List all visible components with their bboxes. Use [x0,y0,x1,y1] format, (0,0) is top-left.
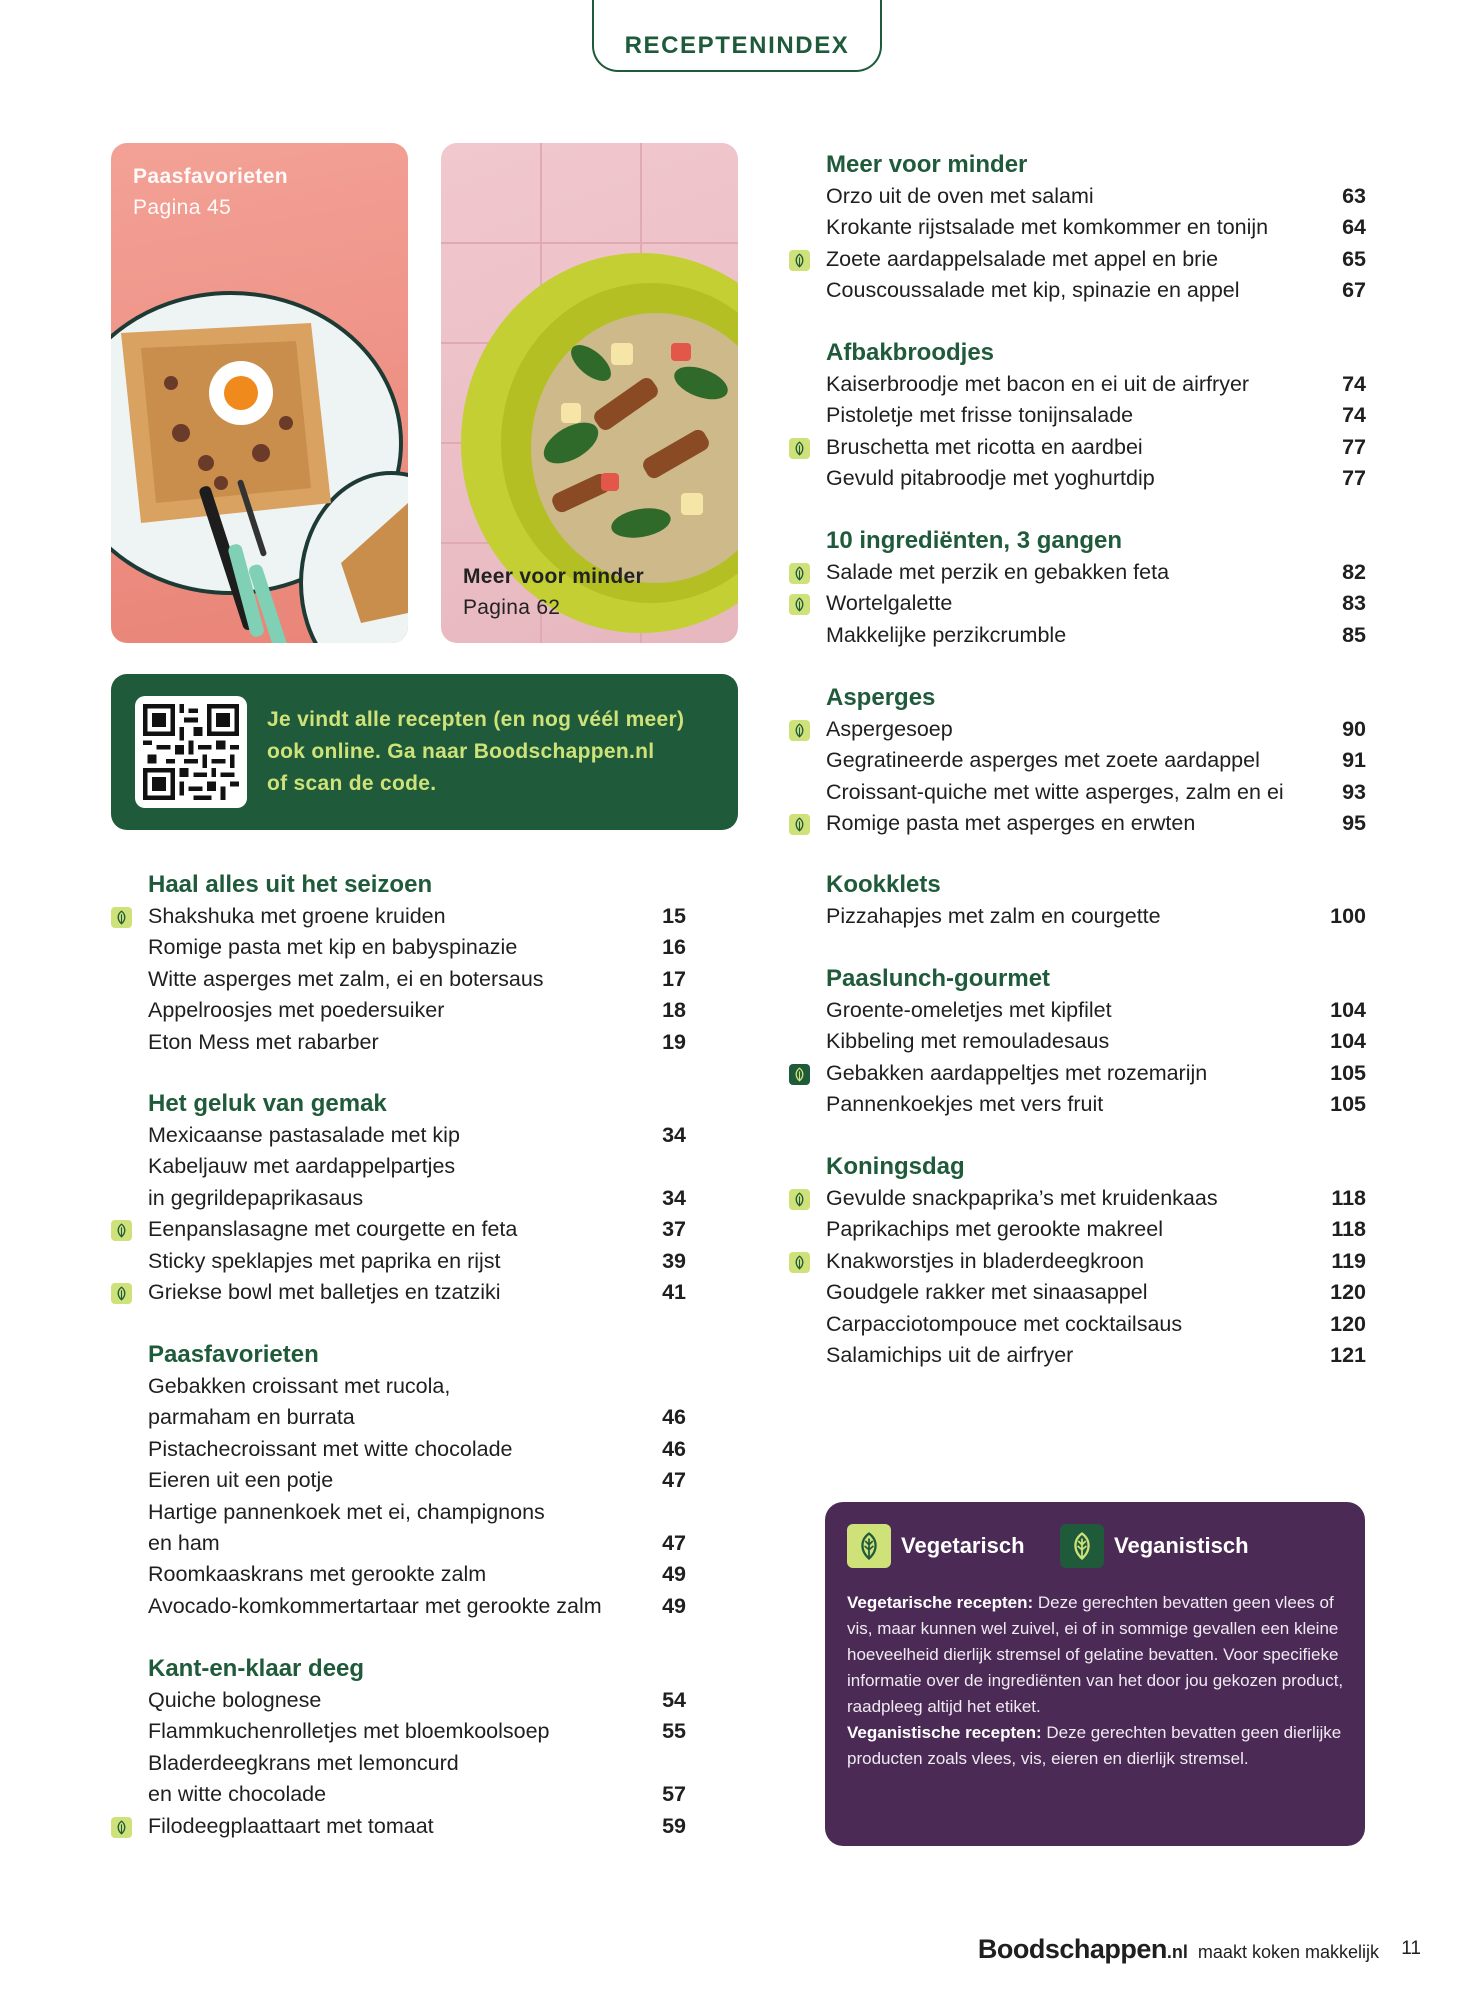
recipe-list [826,369,1366,495]
recipe-name: Kaiserbroodje met bacon en ei uit de airfryer [826,372,1250,396]
vegetarian-leaf-icon [789,594,810,615]
recipe-name: Appelroosjes met poedersuiker [148,998,445,1023]
recipe-row [148,1120,686,1151]
recipe-row [826,275,1366,306]
recipe-row [148,1402,686,1433]
section-kookklets [826,869,1366,932]
recipe-page: 46 [662,1405,686,1430]
recipe-page: 95 [1342,811,1366,836]
diet-legend [825,1502,1365,1846]
section-paasfavorieten [148,1339,686,1622]
recipe-name: Romige pasta met kip en babyspinazie [148,935,518,960]
vegan-definition-text: Deze gerechten bevatten geen dierlijke producten zoals vlees, vis, eieren en dierlijk stremsel. [847,1723,1342,1768]
recipe-row [826,212,1366,243]
recipe-list [148,1120,686,1308]
recipe-page: 104 [1330,1029,1366,1054]
recipe-name: Quiche bolognese [148,1688,322,1712]
recipe-name: Pistoletje met frisse tonijnsalade [826,403,1134,428]
recipe-row [826,1309,1366,1340]
recipe-row [148,1716,686,1747]
recipe-row [148,1528,686,1559]
recipe-row [148,1246,686,1277]
recipe-name: Gevuld pitabroodje met yoghurtdip [826,466,1155,491]
recipe-row [826,463,1366,494]
index-header-tab [592,0,882,72]
recipe-name: Griekse bowl met balletjes en tzatziki [148,1279,501,1304]
recipe-row [148,1277,686,1308]
recipe-page: 54 [662,1688,686,1712]
recipe-row [826,714,1366,745]
recipe-row [826,1340,1366,1371]
recipe-name: en ham [148,1530,220,1555]
section-title: Haal alles uit het seizoen [148,871,433,898]
brand-tagline: maakt koken makkelijk [1197,1942,1379,1962]
vegetarian-leaf-icon [789,814,810,835]
recipe-page: 19 [662,1029,686,1054]
recipe-row [148,1748,686,1779]
section-title: 10 ingrediënten, 3 gangen [826,527,1123,554]
recipe-row [148,1183,686,1214]
recipe-row [826,432,1366,463]
recipe-page: 83 [1342,591,1366,616]
recipe-list [148,901,686,1058]
promo-line-3: of scan de code. [267,772,437,795]
recipe-name: Salamichips uit de airfryer [826,1342,1074,1367]
recipe-name: Hartige pannenkoek met ei, champignons [148,1499,545,1524]
recipe-row [826,1246,1366,1277]
recipe-row [826,901,1366,932]
recipe-page: 49 [662,1593,686,1618]
recipe-page: 105 [1330,1060,1366,1085]
vegetarian-leaf-icon [789,438,810,459]
recipe-row [826,1089,1366,1120]
photo1-title: Paasfavorieten [133,165,289,188]
section-title: Paaslunch-gourmet [826,965,1051,992]
vegan-definition-title: Veganistische recepten: [847,1723,1042,1742]
recipe-name: Mexicaanse pastasalade met kip [148,1123,460,1147]
recipe-list [148,1371,686,1622]
photo-paasfavorieten [111,143,408,643]
recipe-page: 100 [1330,904,1366,928]
recipe-name: Makkelijke perzikcrumble [826,622,1067,647]
recipe-page: 82 [1342,560,1366,584]
recipe-page: 17 [662,966,686,991]
qr-code-icon [143,704,239,800]
recipe-name: Eieren uit een potje [148,1468,334,1493]
recipe-row [148,1027,686,1058]
recipe-row [826,1183,1366,1214]
recipe-name: Groente-omeletjes met kipfilet [826,998,1112,1022]
recipe-row [826,745,1366,776]
section-title: Paasfavorieten [148,1341,319,1368]
online-promo-text [267,704,717,800]
recipe-page: 120 [1330,1280,1366,1305]
section-title: Kookklets [826,871,941,898]
vegetarian-definition-title: Vegetarische recepten: [847,1593,1034,1612]
legend-vegan [1060,1524,1249,1568]
recipe-list [826,181,1366,307]
recipe-row [148,995,686,1026]
brand-logo-text: Boodschappen [977,1934,1167,1964]
recipe-row [148,1465,686,1496]
recipe-page: 37 [662,1217,686,1242]
recipe-page: 47 [662,1468,686,1493]
recipe-name: Goudgele rakker met sinaasappel [826,1280,1148,1305]
recipe-name: Romige pasta met asperges en erwten [826,811,1196,836]
recipe-page: 39 [662,1248,686,1273]
recipe-page: 34 [662,1185,686,1210]
section-title: Het geluk van gemak [148,1090,387,1117]
section-title: Meer voor minder [826,151,1028,178]
recipe-row [148,932,686,963]
vegetarian-leaf-icon [789,1189,810,1210]
recipe-name: en witte chocolade [148,1782,327,1807]
section-paaslunch-gourmet [826,963,1366,1121]
recipe-page: 85 [1342,622,1366,647]
vegetarian-leaf-icon [847,1524,891,1568]
vegan-label: Veganistisch [1114,1533,1249,1558]
recipe-page: 49 [662,1562,686,1587]
recipe-row [826,808,1366,839]
recipe-row [826,369,1366,400]
recipe-list [826,557,1366,651]
recipe-name: Couscoussalade met kip, spinazie en appel [826,278,1240,303]
recipe-page: 93 [1342,779,1366,804]
recipe-page: 119 [1331,1248,1366,1273]
photo-meer-voor-minder [441,143,738,643]
recipe-row [148,1779,686,1810]
recipe-row [826,995,1366,1026]
recipe-name: Gebakken aardappeltjes met rozemarijn [826,1060,1208,1085]
recipe-page: 105 [1330,1092,1366,1117]
recipe-page: 104 [1330,998,1366,1022]
recipe-name: Paprikachips met gerookte makreel [826,1217,1163,1242]
recipe-name: in gegrildepaprikasaus [148,1185,364,1210]
recipe-page: 121 [1330,1342,1366,1367]
recipe-list [826,714,1366,840]
recipe-page: 77 [1342,466,1366,491]
recipe-row [826,1026,1366,1057]
recipe-name: Eenpanslasagne met courgette en feta [148,1217,518,1242]
photo2-page: Pagina 62 [463,596,561,619]
recipe-name: Kabeljauw met aardappelpartjes [148,1154,456,1179]
page-number: 11 [1401,1938,1421,1959]
section-meer-voor-minder [826,149,1366,307]
recipe-row [148,1811,686,1842]
recipe-page: 91 [1342,748,1366,773]
recipe-name: Sticky speklapjes met paprika en rijst [148,1248,501,1273]
recipe-page: 63 [1342,184,1366,208]
vegetarian-leaf-icon [111,1817,132,1838]
recipe-page: 120 [1330,1311,1366,1336]
recipe-row [826,1214,1366,1245]
section-afbakbroodjes [826,337,1366,495]
recipe-row [826,588,1366,619]
recipe-name: Zoete aardappelsalade met appel en brie [826,246,1219,271]
section-het-geluk-van-gemak [148,1088,686,1308]
photo2-caption [463,561,644,623]
recipe-row [826,557,1366,588]
recipe-name: Carpacciotompouce met cocktailsaus [826,1311,1183,1336]
recipe-row [148,964,686,995]
recipe-row [148,1371,686,1402]
recipe-page: 15 [662,904,686,928]
footer-brand [978,1934,1379,1965]
recipe-name: Kibbeling met remouladesaus [826,1029,1110,1054]
section-title: Afbakbroodjes [826,339,995,366]
vegan-leaf-icon [1060,1524,1104,1568]
section-haal-alles-uit-het-seizoen [148,869,686,1058]
legend-text [847,1590,1352,1772]
recipe-page: 47 [662,1530,686,1555]
recipe-list [148,1685,686,1842]
recipe-name: Filodeegplaattaart met tomaat [148,1813,434,1838]
recipe-page: 41 [662,1279,686,1304]
recipe-page: 74 [1342,403,1366,428]
recipe-row [148,901,686,932]
recipe-page: 118 [1331,1186,1366,1210]
recipe-row [826,181,1366,212]
recipe-page: 59 [662,1813,686,1838]
recipe-page: 18 [662,998,686,1023]
recipe-name: Roomkaaskrans met gerookte zalm [148,1562,487,1587]
qr-code[interactable] [135,696,247,808]
recipe-page: 46 [662,1436,686,1461]
recipe-row [826,244,1366,275]
vegetarian-leaf-icon [111,1220,132,1241]
recipe-row [148,1685,686,1716]
recipe-list [826,995,1366,1121]
recipe-row [148,1591,686,1622]
vegetarian-leaf-icon [789,720,810,741]
recipe-name: Gevulde snackpaprika’s met kruidenkaas [826,1186,1218,1210]
section-title: Kant-en-klaar deeg [148,1655,365,1682]
recipe-row [826,777,1366,808]
recipe-name: Flammkuchenrolletjes met bloemkoolsoep [148,1719,550,1744]
recipe-name: Orzo uit de oven met salami [826,184,1094,208]
photo1-page: Pagina 45 [133,196,232,219]
recipe-name: Eton Mess met rabarber [148,1029,379,1054]
online-promo-box [111,674,738,830]
recipe-page: 67 [1342,278,1366,303]
index-header-label: RECEPTENINDEX [624,32,850,59]
section-10-ingredienten-3-gangen [826,525,1366,651]
recipe-row [826,620,1366,651]
recipe-list [826,1183,1366,1371]
legend-vegetarian [847,1524,1025,1568]
recipe-row [148,1497,686,1528]
recipe-name: Pistachecroissant met witte chocolade [148,1436,513,1461]
recipe-name: Gegratineerde asperges met zoete aardappel [826,748,1260,773]
recipe-row [148,1151,686,1182]
recipe-row [826,400,1366,431]
recipe-name: Avocado-komkommertartaar met gerookte zalm [148,1593,602,1618]
recipe-page: 77 [1342,434,1366,459]
section-koningsdag [826,1151,1366,1371]
recipe-page: 55 [662,1719,686,1744]
recipe-page: 16 [662,935,686,960]
recipe-row [148,1214,686,1245]
recipe-row [826,1277,1366,1308]
recipe-name: Knakworstjes in bladerdeegkroon [826,1248,1144,1273]
recipe-page: 74 [1342,372,1366,396]
brand-logo-suffix: .nl [1166,1942,1188,1962]
vegetarian-leaf-icon [111,1283,132,1304]
recipe-name: Bladerdeegkrans met lemoncurd [148,1750,459,1775]
recipe-page: 34 [662,1123,686,1147]
section-title: Koningsdag [826,1153,965,1180]
vegetarian-leaf-icon [789,250,810,271]
recipe-name: Salade met perzik en gebakken feta [826,560,1170,584]
section-title: Asperges [826,684,936,711]
recipe-name: Krokante rijstsalade met komkommer en tonijn [826,215,1269,240]
vegetarian-leaf-icon [111,907,132,928]
section-kant-en-klaar-deeg [148,1653,686,1842]
recipe-name: Witte asperges met zalm, ei en botersaus [148,966,544,991]
recipe-name: Pizzahapjes met zalm en courgette [826,904,1161,928]
vegetarian-leaf-icon [789,1252,810,1273]
recipe-page: 57 [662,1782,686,1807]
recipe-name: Bruschetta met ricotta en aardbei [826,434,1143,459]
recipe-row [826,1058,1366,1089]
recipe-name: Pannenkoekjes met vers fruit [826,1092,1104,1117]
recipe-name: Croissant-quiche met witte asperges, zalm en ei [826,779,1284,804]
vegan-leaf-icon [789,1064,810,1085]
recipe-page: 90 [1342,717,1366,741]
promo-line-2[interactable]: ook online. Ga naar Boodschappen.nl [267,740,655,763]
section-asperges [826,682,1366,840]
vegetarian-label: Vegetarisch [901,1533,1025,1558]
photo2-title: Meer voor minder [463,565,645,588]
recipe-page: 65 [1342,246,1366,271]
recipe-name: Wortelgalette [826,591,953,616]
recipe-page: 118 [1331,1217,1366,1242]
recipe-row [148,1434,686,1465]
vegetarian-definition-text: Deze gerechten bevatten geen vlees of vis, maar kunnen wel zuivel, ei of in sommige gevallen een kleine hoeveelheid dierlijk stremsel of gelatine bevatten. Voor specifieke informatie over de ingrediënten van het door jou gekozen product, raadpleeg altijd het etiket. [847,1593,1344,1716]
recipe-name: Shakshuka met groene kruiden [148,904,446,928]
promo-line-1: Je vindt alle recepten (en nog véél meer) [267,708,685,731]
recipe-list [826,901,1366,932]
recipe-page: 64 [1342,215,1366,240]
recipe-name: Aspergesoep [826,717,953,741]
photo1-caption [133,161,288,223]
recipe-name: Gebakken croissant met rucola, [148,1374,451,1398]
recipe-name: parmaham en burrata [148,1405,355,1430]
recipe-row [148,1559,686,1590]
vegetarian-leaf-icon [789,563,810,584]
